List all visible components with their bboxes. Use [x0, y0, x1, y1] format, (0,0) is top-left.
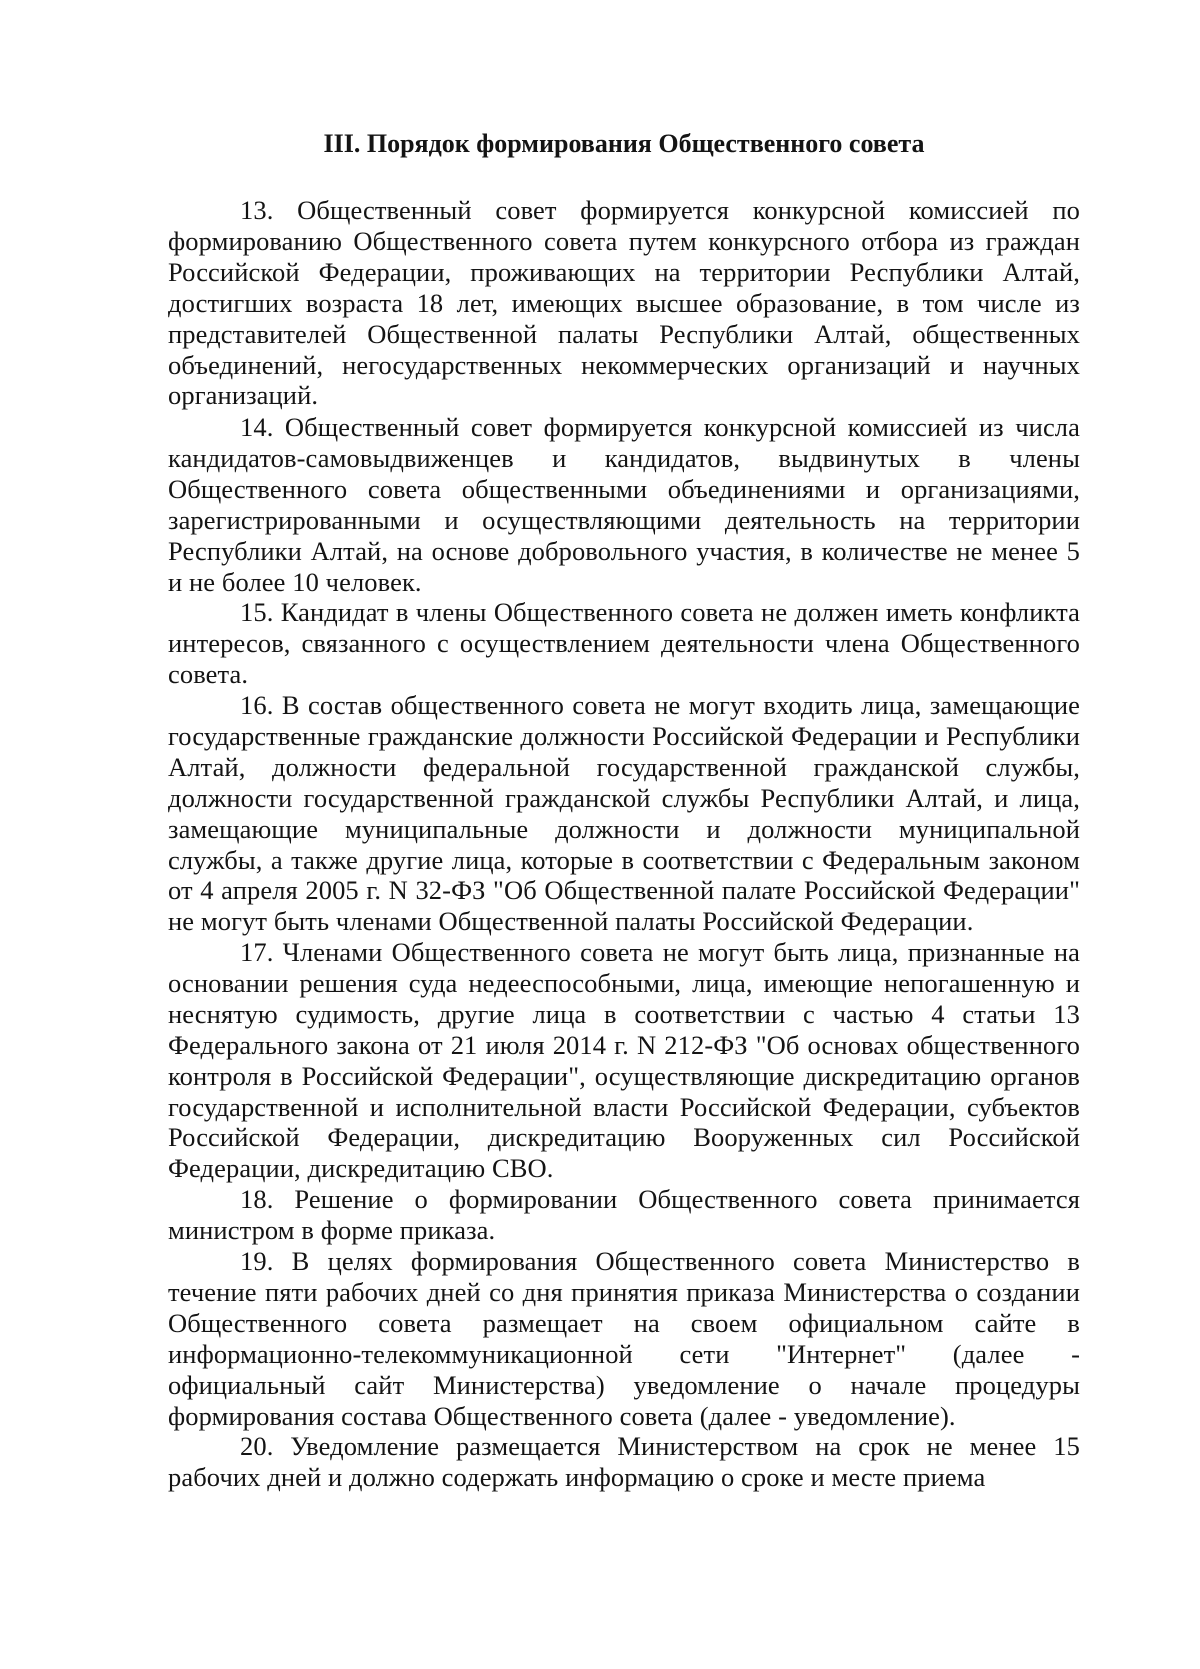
paragraph-17: 17. Членами Общественного совета не могут быть лица, признанные на основании решения суда недееспособными, лица, имеющие непогашенную и неснятую судимость, другие лица в соответствии с частью 4 статьи 13 Федерального закона от 21 июля 2014 г. N 212-ФЗ "Об основах общественного контроля в Российской Федерации", осуществляющие дискредитацию органов государственной и исполнительной власти Российской Федерации, субъектов Российской Федерации, дискредитацию Вооруженных сил Российской Федерации, дискредитацию СВО. — [168, 937, 1080, 1184]
paragraph-13: 13. Общественный совет формируется конкурсной комиссией по формированию Общественного совета путем конкурсного отбора из граждан Российской Федерации, проживающих на территории Республики Алтай, достигших возраста 18 лет, имеющих высшее образование, в том числе из представителей Общественной палаты Республики Алтай, общественных объединений, негосударственных некоммерческих организаций и научных организаций. — [168, 195, 1080, 411]
paragraph-19: 19. В целях формирования Общественного совета Министерство в течение пяти рабочих дней со дня принятия приказа Министерства о создании Общественного совета размещает на своем официальном сайте в информационно-телекоммуникационной сети "Интернет" (далее - официальный сайт Министерства) уведомление о начале процедуры формирования состава Общественного совета (далее - уведомление). — [168, 1246, 1080, 1431]
paragraph-20: 20. Уведомление размещается Министерством на срок не менее 15 рабочих дней и должно содержать информацию о сроке и месте приема — [168, 1431, 1080, 1492]
paragraph-14: 14. Общественный совет формируется конкурсной комиссией из числа кандидатов-самовыдвиженцев и кандидатов, выдвинутых в члены Общественного совета общественными объединениями и организациями, зарегистрированными и осуществляющими деятельность на территории Республики Алтай, на основе добровольного участия, в количестве не менее 5 и не более 10 человек. — [168, 412, 1080, 597]
section-heading: III. Порядок формирования Общественного совета — [323, 129, 925, 158]
paragraph-18: 18. Решение о формировании Общественного совета принимается министром в форме приказа. — [168, 1184, 1080, 1245]
paragraph-15: 15. Кандидат в члены Общественного совета не должен иметь конфликта интересов, связанного с осуществлением деятельности члена Общественного совета. — [168, 597, 1080, 689]
paragraph-16: 16. В состав общественного совета не могут входить лица, замещающие государственные гражданские должности Российской Федерации и Республики Алтай, должности федеральной государственной гражданской службы, должности государственной гражданской службы Республики Алтай, и лица, замещающие муниципальные должности и должности муниципальной службы, а также другие лица, которые в соответствии с Федеральным законом от 4 апреля 2005 г. N 32-ФЗ "Об Общественной палате Российской Федерации" не могут быть членами Общественной палаты Российской Федерации. — [168, 690, 1080, 937]
